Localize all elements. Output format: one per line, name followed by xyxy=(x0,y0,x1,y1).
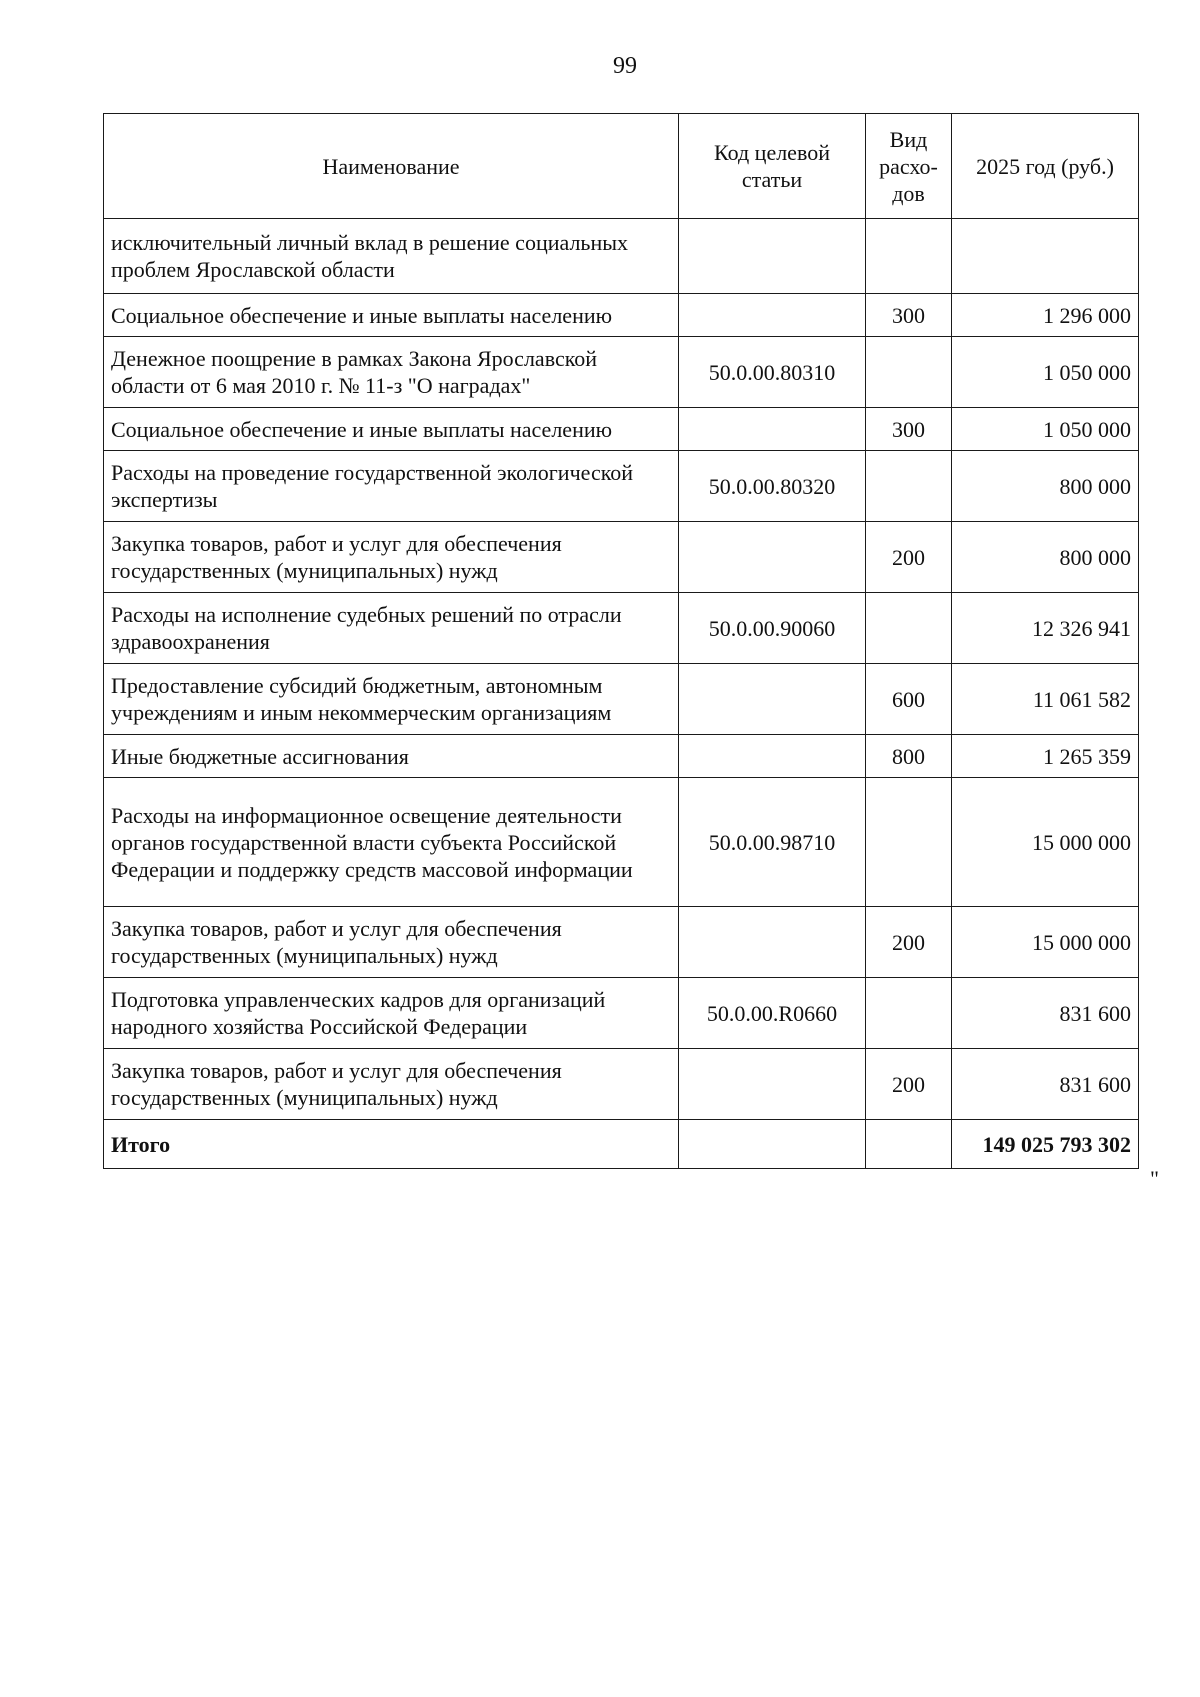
cell-code xyxy=(679,522,866,593)
table-header-row xyxy=(104,114,1139,219)
cell-amount: 831 600 xyxy=(952,978,1139,1049)
cell-kind xyxy=(866,593,952,664)
cell-code: 50.0.00.80310 xyxy=(679,337,866,408)
cell-name: Иные бюджетные ассигнования xyxy=(104,735,679,778)
cell-kind: 800 xyxy=(866,735,952,778)
cell-amount: 11 061 582 xyxy=(952,664,1139,735)
header-kind: Вид расхо-дов xyxy=(866,114,952,219)
cell-kind: 200 xyxy=(866,907,952,978)
total-row xyxy=(104,1120,1139,1169)
cell-amount: 1 265 359 xyxy=(952,735,1139,778)
table-row xyxy=(104,978,1139,1049)
cell-amount: 800 000 xyxy=(952,522,1139,593)
total-amount: 149 025 793 302 xyxy=(952,1120,1139,1169)
cell-name: Расходы на информационное освещение деятельности органов государственной власти субъекта Российской Федерации и поддержку средств массовой информации xyxy=(104,778,679,907)
cell-name: Предоставление субсидий бюджетным, автономным учреждениям и иным некоммерческим организациям xyxy=(104,664,679,735)
cell-amount: 15 000 000 xyxy=(952,907,1139,978)
cell-amount: 831 600 xyxy=(952,1049,1139,1120)
cell-amount: 15 000 000 xyxy=(952,778,1139,907)
closing-quote: " xyxy=(1150,1166,1159,1191)
total-code xyxy=(679,1120,866,1169)
cell-name: Подготовка управленческих кадров для организаций народного хозяйства Российской Федерации xyxy=(104,978,679,1049)
cell-code xyxy=(679,408,866,451)
cell-name: исключительный личный вклад в решение социальных проблем Ярославской области xyxy=(104,219,679,294)
cell-code xyxy=(679,664,866,735)
cell-code xyxy=(679,219,866,294)
cell-kind: 200 xyxy=(866,1049,952,1120)
table-row xyxy=(104,219,1139,294)
cell-name: Закупка товаров, работ и услуг для обеспечения государственных (муниципальных) нужд xyxy=(104,1049,679,1120)
cell-name: Расходы на проведение государственной экологической экспертизы xyxy=(104,451,679,522)
cell-amount: 1 296 000 xyxy=(952,294,1139,337)
table-row xyxy=(104,1049,1139,1120)
table-row xyxy=(104,337,1139,408)
cell-kind xyxy=(866,978,952,1049)
page-number: 99 xyxy=(613,53,637,79)
cell-code: 50.0.00.80320 xyxy=(679,451,866,522)
cell-code: 50.0.00.98710 xyxy=(679,778,866,907)
table-row xyxy=(104,408,1139,451)
table-row xyxy=(104,664,1139,735)
table-row xyxy=(104,294,1139,337)
cell-kind xyxy=(866,778,952,907)
table-row xyxy=(104,451,1139,522)
cell-kind: 200 xyxy=(866,522,952,593)
header-amount: 2025 год (руб.) xyxy=(952,114,1139,219)
cell-code: 50.0.00.R0660 xyxy=(679,978,866,1049)
cell-code xyxy=(679,735,866,778)
cell-code: 50.0.00.90060 xyxy=(679,593,866,664)
cell-name: Расходы на исполнение судебных решений по отрасли здравоохранения xyxy=(104,593,679,664)
cell-amount: 1 050 000 xyxy=(952,408,1139,451)
cell-code xyxy=(679,907,866,978)
cell-name: Социальное обеспечение и иные выплаты населению xyxy=(104,294,679,337)
cell-name: Социальное обеспечение и иные выплаты населению xyxy=(104,408,679,451)
table-row xyxy=(104,735,1139,778)
table-row xyxy=(104,522,1139,593)
cell-kind xyxy=(866,219,952,294)
cell-amount: 1 050 000 xyxy=(952,337,1139,408)
header-name: Наименование xyxy=(104,114,679,219)
table-row xyxy=(104,907,1139,978)
cell-amount xyxy=(952,219,1139,294)
cell-kind: 300 xyxy=(866,294,952,337)
cell-kind xyxy=(866,337,952,408)
cell-name: Денежное поощрение в рамках Закона Ярославской области от 6 мая 2010 г. № 11-з "О наградах" xyxy=(104,337,679,408)
cell-code xyxy=(679,294,866,337)
cell-kind: 600 xyxy=(866,664,952,735)
cell-code xyxy=(679,1049,866,1120)
total-label: Итого xyxy=(104,1120,679,1169)
cell-kind xyxy=(866,451,952,522)
cell-kind: 300 xyxy=(866,408,952,451)
cell-name: Закупка товаров, работ и услуг для обеспечения государственных (муниципальных) нужд xyxy=(104,907,679,978)
total-kind xyxy=(866,1120,952,1169)
table-row xyxy=(104,778,1139,907)
header-code: Код целевой статьи xyxy=(679,114,866,219)
cell-name: Закупка товаров, работ и услуг для обеспечения государственных (муниципальных) нужд xyxy=(104,522,679,593)
table-row xyxy=(104,593,1139,664)
cell-amount: 12 326 941 xyxy=(952,593,1139,664)
cell-amount: 800 000 xyxy=(952,451,1139,522)
budget-table xyxy=(103,113,1139,1169)
